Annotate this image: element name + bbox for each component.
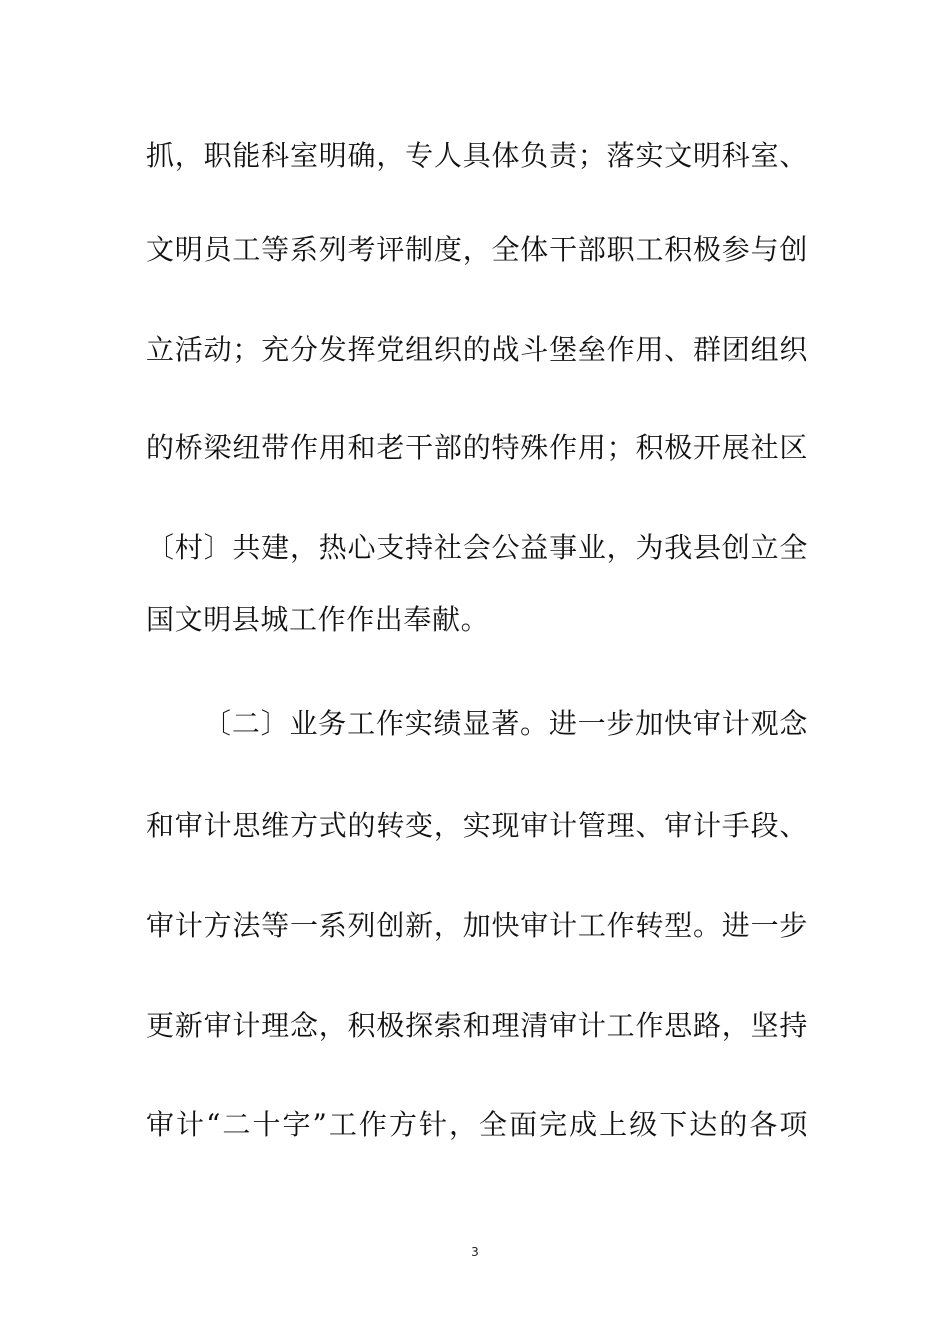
body-text-line: 更新审计理念，积极探索和理清审计工作思路，坚持 xyxy=(146,1009,808,1042)
body-text-line: 的桥梁纽带作用和老干部的特殊作用；积极开展社区 xyxy=(146,431,808,464)
body-text-line: 抓，职能科室明确，专人具体负责；落实文明科室、 xyxy=(146,139,808,172)
body-text-line: 国文明县城工作作出奉献。 xyxy=(146,603,490,636)
page-number: 3 xyxy=(471,1245,479,1259)
paragraph-heading-line: 〔二〕业务工作实绩显著。进一步加快审计观念 xyxy=(203,707,808,740)
body-text-line: 〔村〕共建，热心支持社会公益事业，为我县创立全 xyxy=(146,531,808,564)
body-text-line: 立活动；充分发挥党组织的战斗堡垒作用、群团组织 xyxy=(146,333,808,366)
body-text-line: 文明员工等系列考评制度，全体干部职工积极参与创 xyxy=(146,233,808,266)
body-text-line: 和审计思维方式的转变，实现审计管理、审计手段、 xyxy=(146,809,808,842)
body-text-line: 审计“二十字”工作方针，全面完成上级下达的各项 xyxy=(146,1108,808,1141)
body-text-line: 审计方法等一系列创新，加快审计工作转型。进一步 xyxy=(146,909,808,942)
